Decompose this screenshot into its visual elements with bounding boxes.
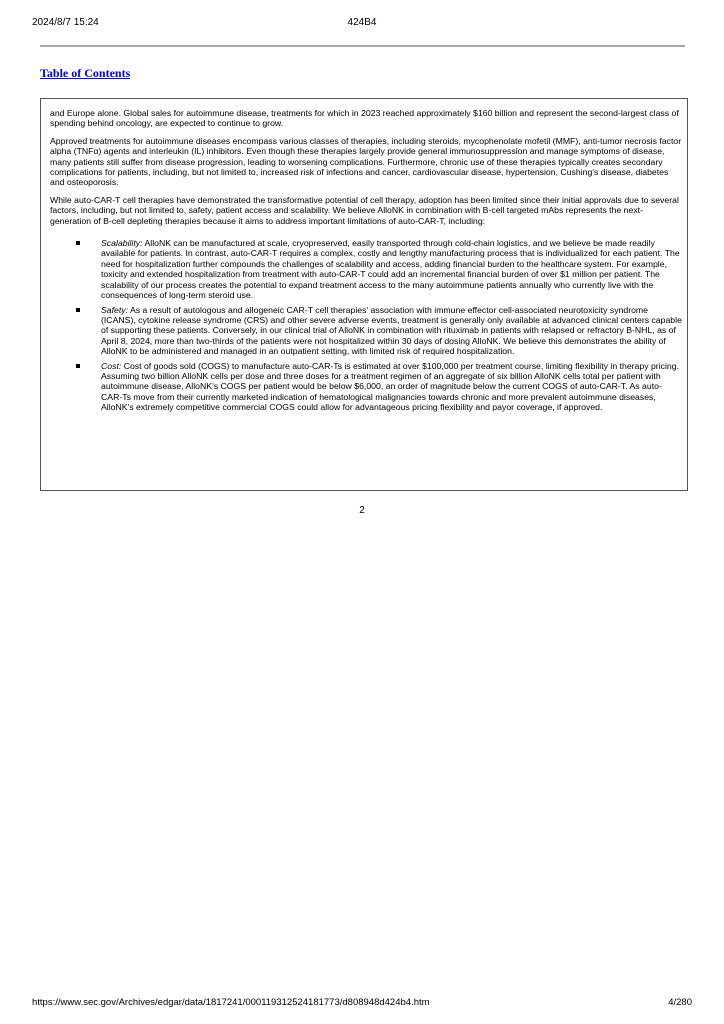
- table-of-contents-link[interactable]: Table of Contents: [40, 66, 131, 80]
- paragraph: Approved treatments for autoimmune diseases encompass various classes of therapies, including steroids, mycophenolate mofetil (MMF), anti-tumor necrosis factor alpha (TNFα) agents and interleukin (IL) inhibitors. Even though these therapies largely provide general immunosuppression and manage symptoms of disease, many patients still suffer from disease progression, leading to worsening complications. Furthermore, chronic use of these therapies typically creates secondary complications for patients, including, but not limited to, increased risk of infections and cancer, cardiovascular disease, hypertension, Cushing's disease, diabetes and osteoporosis.: [50, 135, 682, 188]
- footer-page-count: 4/280: [668, 997, 692, 1008]
- bullet-term: Safety:: [101, 304, 129, 315]
- bullet-term: Cost:: [101, 360, 122, 371]
- paragraph: While auto-CAR-T cell therapies have demonstrated the transformative potential of cell therapy, adoption has been limited since their initial approvals due to several factors, including, but not limited to, safety, patient access and scalability. We believe AlloNK in combination with B-cell targeted mAbs represents the next-generation of B-cell depleting therapies because it aims to address important limitations of auto-CAR-T, including:: [50, 194, 679, 226]
- bullet-text: AlloNK can be manufactured at scale, cryopreserved, easily transported through cold-chain logistics, and we believe be made readily available for patients. In contrast, auto-CAR-T requires a complex, costly and lengthy manufacturing process that is individualized for each patient. The need for hospitalization further compounds the challenges of scalability and access, adding financial burden to the healthcare system. For example, toxicity and extended hospitalization from treatment with auto-CAR-T could add an incremental financial burden of over $1 million per patient. The scalability of our process creates the potential to expand treatment access to the many autoimmune patients annually who currently live with the consequences of long-term steroid use.: [101, 238, 680, 301]
- print-datetime: 2024/8/7 15:24: [32, 17, 99, 28]
- list-item-cost: [50, 361, 682, 413]
- paragraph: and Europe alone. Global sales for autoimmune disease, treatments for which in 2023 reached approximately $160 billion and represent the second-largest class of spending behind oncology, are expected to continue to grow.: [50, 108, 679, 129]
- limitations-list: [50, 238, 682, 413]
- bullet-icon: [76, 308, 80, 312]
- bullet-text: Cost of goods sold (COGS) to manufacture auto-CAR-Ts is estimated at over $100,000 per treatment course, limiting flexibility in therapy pricing. Assuming two billion AlloNK cells per dose and three doses for a treatment regimen of an aggregate of six billion AlloNK cells total per patient with autoimmune disease, AlloNK's COGS per patient would be below $6,000, an order of magnitude below the current COGS of auto-CAR-T. As auto-CAR-Ts move from their currently marketed indication of hematological malignancies towards chronic and more prevalent autoimmune diseases, AlloNK's extremely competitive commercial COGS could allow for advantageous pricing flexibility and payor coverage, if approved.: [101, 360, 679, 413]
- page-number: 2: [359, 505, 365, 516]
- footer-url: https://www.sec.gov/Archives/edgar/data/1817241/000119312524181773/d808948d424b4.htm: [32, 997, 430, 1008]
- bullet-text: As a result of autologous and allogeneic CAR-T cell therapies' association with immune effector cell-associated neurotoxicity syndrome (ICANS), cytokine release syndrome (CRS) and other severe adverse events, treatment is generally only available at advanced clinical centers capable of supporting these patients. Conversely, in our clinical trial of AlloNK in combination with rituximab in patients with relapsed or refractory B-NHL, as of April 8, 2024, more than two-thirds of the patients were not hospitalized within 30 days of dosing AlloNK. We believe this demonstrates the ability of AlloNK to be administered and managed in an outpatient setting, with limited risk of required hospitalization.: [101, 304, 682, 357]
- list-item-safety: [50, 305, 682, 357]
- header-divider: [40, 45, 685, 47]
- bullet-icon: [76, 241, 80, 245]
- list-item-scalability: [50, 238, 682, 300]
- document-body: [50, 108, 682, 417]
- bullet-term: Scalability:: [101, 238, 143, 249]
- print-doc-title: 424B4: [347, 17, 377, 28]
- bullet-icon: [76, 364, 80, 368]
